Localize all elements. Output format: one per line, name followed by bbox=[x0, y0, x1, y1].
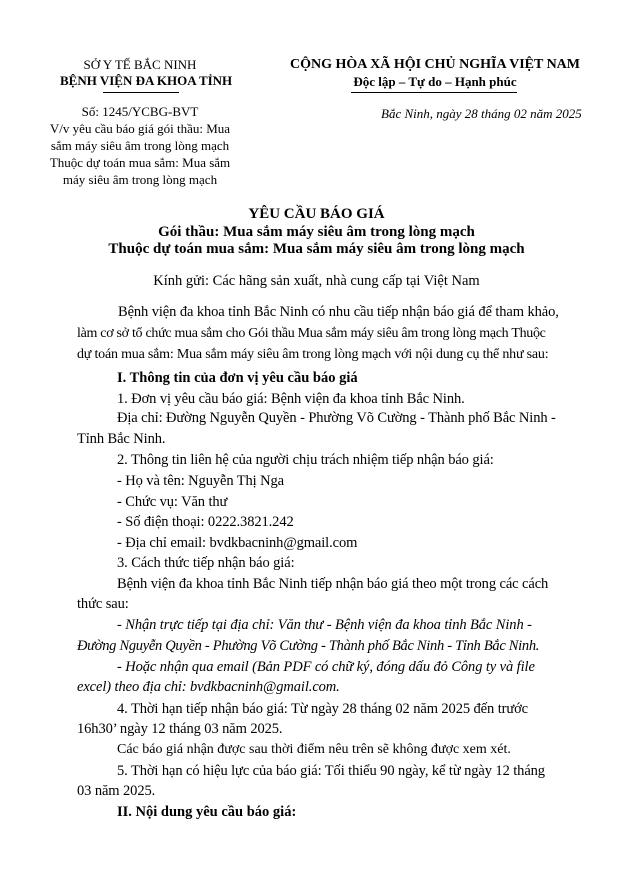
body-line: - Nhận trực tiếp tại địa chỉ: Văn thư - Bệnh viện đa khoa tỉnh Bắc Ninh - bbox=[117, 617, 532, 633]
subject-line: Thuộc dự toán mua sắm: Mua sắm bbox=[49, 155, 231, 170]
estimate-title: Thuộc dự toán mua sắm: Mua sắm máy siêu âm trong lòng mạch bbox=[108, 241, 525, 257]
body-line: - Số điện thoại: 0222.3821.242 bbox=[117, 514, 294, 530]
nation-title: CỘNG HÒA XÃ HỘI CHỦ NGHĨA VIỆT NAM bbox=[289, 57, 580, 72]
body-line: 5. Thời hạn có hiệu lực của báo giá: Tối thiểu 90 ngày, kể từ ngày 12 tháng bbox=[117, 763, 545, 779]
motto-underline bbox=[351, 92, 517, 93]
org-parent: SỞ Y TẾ BẮC NINH bbox=[83, 57, 197, 72]
body-line: Bệnh viện đa khoa tỉnh Bắc Ninh tiếp nhận báo giá theo một trong các cách bbox=[117, 576, 549, 592]
motto: Độc lập – Tự do – Hạnh phúc bbox=[353, 74, 517, 89]
body-line: Các báo giá nhận được sau thời điểm nêu trên sẽ không được xem xét. bbox=[117, 742, 511, 757]
org-underline bbox=[103, 92, 179, 93]
body-line: - Họ và tên: Nguyễn Thị Nga bbox=[117, 473, 284, 489]
body-line: 03 năm 2025. bbox=[77, 783, 156, 799]
body-line: Đường Nguyễn Quyền - Phường Võ Cường - Thành phố Bắc Ninh - Tỉnh Bắc Ninh. bbox=[77, 638, 540, 654]
body-line: 4. Thời hạn tiếp nhận báo giá: Từ ngày 28 tháng 02 năm 2025 đến trước bbox=[117, 701, 529, 717]
intro-line: Bệnh viện đa khoa tỉnh Bắc Ninh có nhu cầu tiếp nhận báo giá để tham khảo, bbox=[118, 304, 559, 320]
subject-line: máy siêu âm trong lòng mạch bbox=[62, 172, 218, 187]
document-title: YÊU CẦU BÁO GIÁ bbox=[248, 206, 385, 222]
body-line: Tỉnh Bắc Ninh. bbox=[77, 431, 166, 447]
body-line: 16h30’ ngày 12 tháng 03 năm 2025. bbox=[77, 721, 283, 737]
subject-line: sắm máy siêu âm trong lòng mạch bbox=[50, 138, 230, 153]
recipient-line: Kính gửi: Các hãng sản xuất, nhà cung cấp tại Việt Nam bbox=[153, 273, 480, 289]
package-title: Gói thầu: Mua sắm máy siêu âm trong lòng mạch bbox=[158, 224, 475, 240]
body-line: 3. Cách thức tiếp nhận báo giá: bbox=[117, 555, 295, 571]
body-line: 1. Đơn vị yêu cầu báo giá: Bệnh viện đa khoa tỉnh Bắc Ninh. bbox=[117, 391, 465, 407]
place-date: Bắc Ninh, ngày 28 tháng 02 năm 2025 bbox=[381, 106, 582, 121]
doc-number: Số: 1245/YCBG-BVT bbox=[81, 104, 199, 119]
intro-line: dự toán mua sắm: Mua sắm máy siêu âm trong lòng mạch với nội dung cụ thể như sau: bbox=[77, 347, 549, 362]
body-line: thức sau: bbox=[77, 596, 129, 612]
body-line: excel) theo địa chỉ: bvdkbacninh@gmail.com. bbox=[77, 679, 340, 695]
body-line: - Hoặc nhận qua email (Bản PDF có chữ ký, đóng dấu đỏ Công ty và file bbox=[117, 659, 535, 675]
body-line: - Địa chỉ email: bvdkbacninh@gmail.com bbox=[117, 535, 358, 551]
body-line: Địa chỉ: Đường Nguyễn Quyền - Phường Võ Cường - Thành phố Bắc Ninh - bbox=[117, 410, 556, 426]
section-heading: II. Nội dung yêu cầu báo giá: bbox=[117, 804, 297, 820]
org-name: BỆNH VIỆN ĐA KHOA TỈNH bbox=[60, 73, 233, 88]
subject-line: V/v yêu cầu báo giá gói thầu: Mua bbox=[49, 121, 231, 136]
body-line: - Chức vụ: Văn thư bbox=[117, 494, 228, 510]
body-line: 2. Thông tin liên hệ của người chịu trách nhiệm tiếp nhận báo giá: bbox=[117, 452, 494, 468]
intro-line: làm cơ sở tổ chức mua sắm cho Gói thầu Mua sắm máy siêu âm trong lòng mạch Thuộc bbox=[77, 326, 546, 341]
section-heading: I. Thông tin của đơn vị yêu cầu báo giá bbox=[117, 370, 358, 386]
